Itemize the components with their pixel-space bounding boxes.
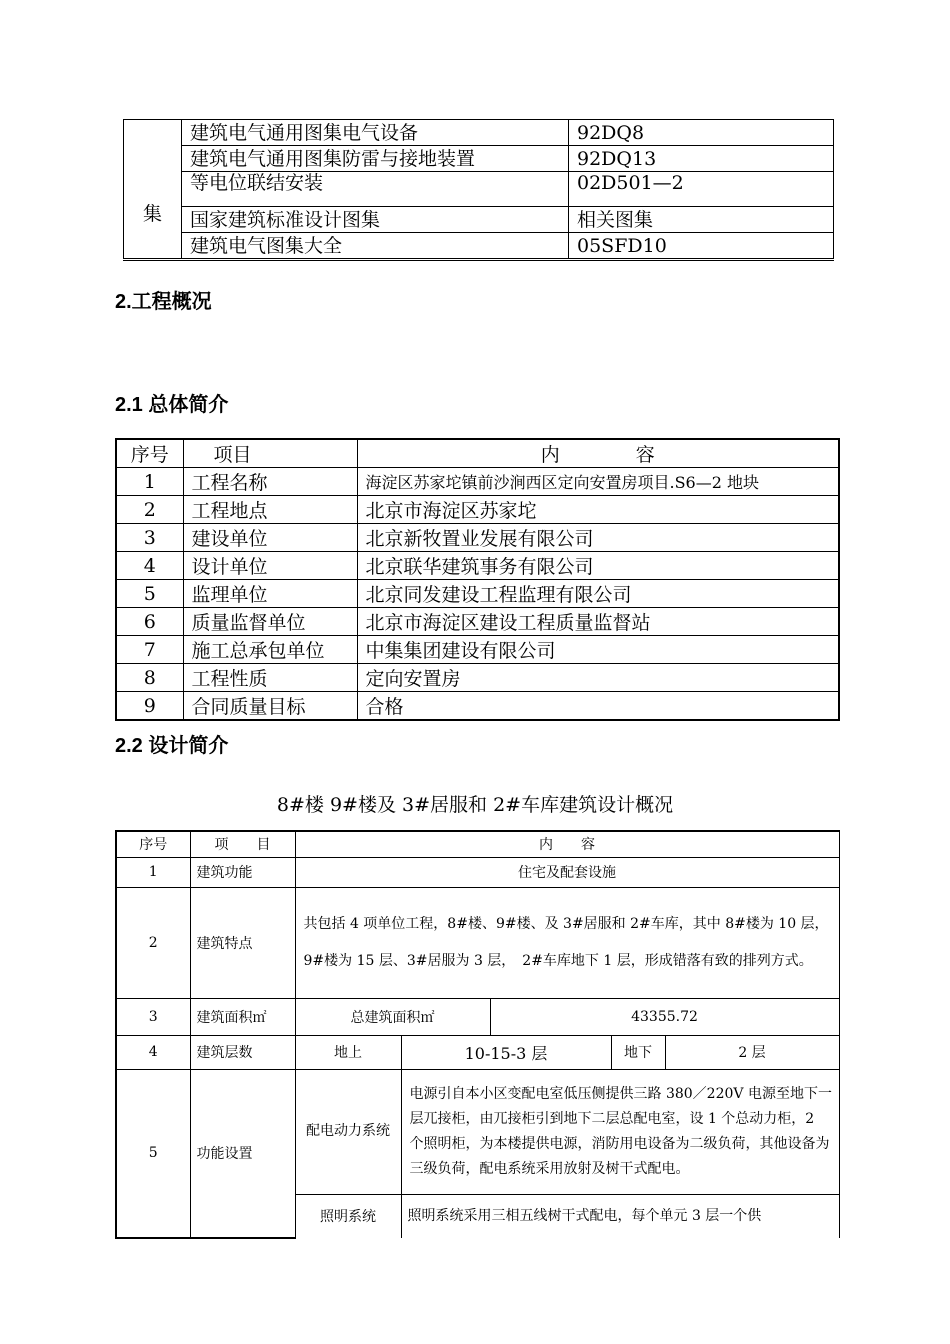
row-no: 5 (116, 580, 183, 608)
table-row (116, 580, 839, 608)
header-no: 序号 (116, 831, 190, 857)
table-row (116, 1069, 839, 1194)
standards-table (123, 119, 834, 261)
row-content: 合格 (357, 692, 839, 721)
standard-code: 92DQ8 (569, 120, 834, 146)
row-item: 工程性质 (183, 664, 357, 692)
standard-code: 92DQ13 (569, 146, 834, 172)
building-features-text: 共包括 4 项单位工程，8#楼、9#楼、及 3#居服和 2#车库，其中 8#楼为 10 层，9#楼为 15 层、3#居服为 3 层， 2#车库地下 1 层，形成错落有致的排列方式。 (295, 887, 839, 998)
row-content: 北京联华建筑事务有限公司 (357, 552, 839, 580)
row-content: 北京同发建设工程监理有限公司 (357, 580, 839, 608)
row-item: 建设单位 (183, 524, 357, 552)
row-item: 建筑特点 (190, 887, 295, 998)
table-row (124, 172, 834, 207)
floors-below-label: 地下 (611, 1035, 665, 1069)
group-label: 集 (142, 203, 162, 225)
section-heading-2: 2.工程概况 (115, 291, 212, 313)
table-row (116, 664, 839, 692)
area-value: 43355.72 (490, 998, 839, 1035)
power-system-label: 配电动力系统 (295, 1069, 401, 1194)
row-no: 8 (116, 664, 183, 692)
standard-name: 国家建筑标准设计图集 (182, 207, 569, 233)
standard-code: 相关图集 (569, 207, 834, 233)
row-item: 建筑层数 (190, 1035, 295, 1069)
header-item: 项目 (183, 439, 357, 468)
row-content: 海淀区苏家坨镇前沙涧西区定向安置房项目.S6—2 地块 (357, 468, 839, 496)
row-no: 2 (116, 887, 190, 998)
row-content: 北京新牧置业发展有限公司 (357, 524, 839, 552)
table-row (116, 636, 839, 664)
table-row (116, 496, 839, 524)
row-item: 功能设置 (190, 1069, 295, 1238)
row-item: 施工总承包单位 (183, 636, 357, 664)
row-content: 定向安置房 (357, 664, 839, 692)
header-content: 内 容 (295, 831, 839, 857)
row-item: 建筑面积㎡ (190, 998, 295, 1035)
row-item: 设计单位 (183, 552, 357, 580)
row-content: 北京市海淀区苏家坨 (357, 496, 839, 524)
section-heading-2-2: 2.2 设计简介 (115, 735, 229, 757)
row-no: 7 (116, 636, 183, 664)
row-no: 3 (116, 524, 183, 552)
table-row (116, 692, 839, 721)
header-content: 内 容 (357, 439, 839, 468)
table-header-row (116, 439, 839, 468)
table-row (116, 468, 839, 496)
row-no: 4 (116, 552, 183, 580)
row-item: 质量监督单位 (183, 608, 357, 636)
table-row (116, 1035, 839, 1069)
row-content: 北京市海淀区建设工程质量监督站 (357, 608, 839, 636)
lighting-system-label: 照明系统 (295, 1194, 401, 1238)
row-no: 1 (116, 857, 190, 887)
standard-name: 等电位联结安装 (182, 172, 569, 207)
overview-table (115, 438, 840, 721)
standard-name: 建筑电气通用图集电气设备 (182, 120, 569, 146)
table-row (116, 552, 839, 580)
row-item: 工程地点 (183, 496, 357, 524)
header-no: 序号 (116, 439, 183, 468)
standard-code: 05SFD10 (569, 233, 834, 260)
row-no: 6 (116, 608, 183, 636)
floors-above-value: 10-15-3 层 (401, 1035, 611, 1069)
table-row (116, 608, 839, 636)
row-no: 1 (116, 468, 183, 496)
row-item: 监理单位 (183, 580, 357, 608)
row-content: 住宅及配套设施 (295, 857, 839, 887)
table-header-row (116, 831, 839, 857)
design-table-caption: 8#楼 9#楼及 3#居服和 2#车库建筑设计概况 (276, 794, 674, 816)
standard-name: 建筑电气通用图集防雷与接地装置 (182, 146, 569, 172)
row-item: 合同质量目标 (183, 692, 357, 721)
table-row (116, 887, 839, 998)
standard-code: 02D501—2 (569, 172, 834, 207)
lighting-system-text: 照明系统采用三相五线树干式配电，每个单元 3 层一个供 (401, 1194, 839, 1238)
floors-above-label: 地上 (295, 1035, 401, 1069)
row-content: 中集集团建设有限公司 (357, 636, 839, 664)
row-no: 4 (116, 1035, 190, 1069)
table-row (124, 146, 834, 172)
row-no: 5 (116, 1069, 190, 1238)
area-label: 总建筑面积㎡ (295, 998, 490, 1035)
table-row (116, 857, 839, 887)
power-system-text: 电源引自本小区变配电室低压侧提供三路 380／220V 电源至地下一层兀接柜，由兀接柜引到地下二层总配电室，设 1 个总动力柜，2 个照明柜，为本楼提供电源，消防用电设备为二级负荷，其他设备为三级负荷，配电系统采用放射及树干式配电。 (401, 1069, 839, 1194)
floors-below-value: 2 层 (665, 1035, 839, 1069)
table-row (124, 233, 834, 260)
standard-name: 建筑电气图集大全 (182, 233, 569, 260)
row-no: 2 (116, 496, 183, 524)
header-item: 项 目 (190, 831, 295, 857)
row-no: 3 (116, 998, 190, 1035)
row-item: 建筑功能 (190, 857, 295, 887)
table-row (116, 524, 839, 552)
section-heading-2-1: 2.1 总体简介 (115, 394, 229, 416)
row-item: 工程名称 (183, 468, 357, 496)
design-table (115, 830, 840, 1239)
table-row (124, 120, 834, 146)
table-row (116, 998, 839, 1035)
row-no: 9 (116, 692, 183, 721)
group-label-cell (124, 120, 182, 260)
table-row (124, 207, 834, 233)
